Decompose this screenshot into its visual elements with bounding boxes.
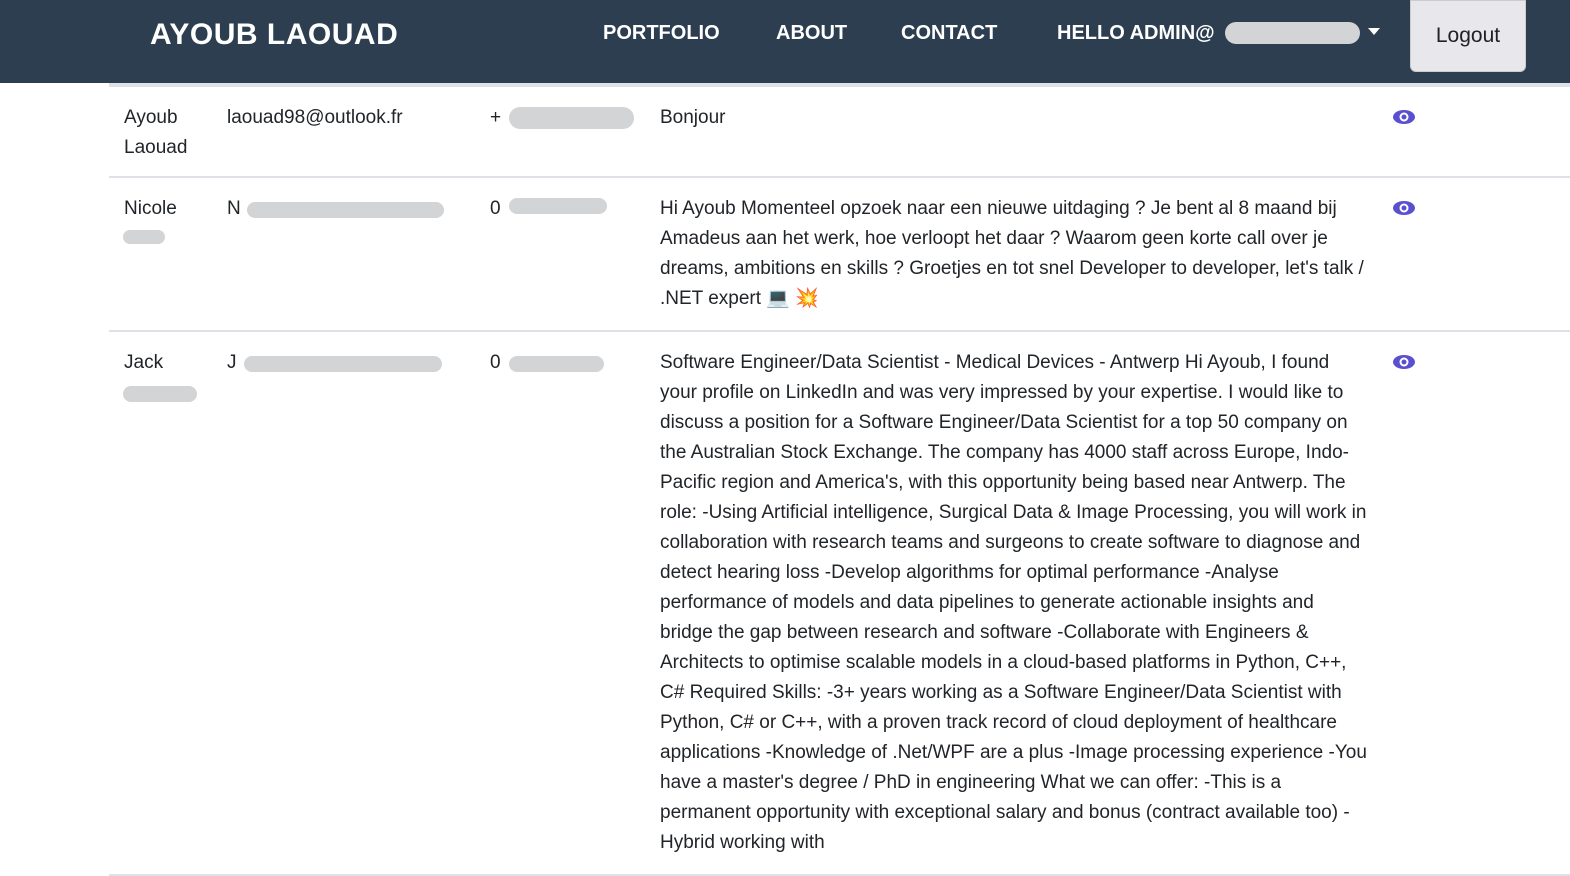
logout-button[interactable]: Logout bbox=[1410, 0, 1526, 72]
redaction bbox=[509, 198, 607, 214]
cell-email: J bbox=[227, 352, 237, 373]
cell-name: Nicole bbox=[124, 198, 177, 219]
table-row bbox=[109, 178, 1570, 332]
cell-phone: 0 bbox=[490, 352, 501, 373]
eye-icon[interactable] bbox=[1392, 354, 1416, 370]
cell-email: N bbox=[227, 198, 241, 219]
user-dropdown[interactable]: HELLO ADMIN@ bbox=[1057, 22, 1215, 44]
cell-name: Jack bbox=[124, 352, 164, 373]
cell-message: Bonjour bbox=[660, 107, 726, 128]
cell-name: Ayoub Laouad bbox=[124, 107, 188, 158]
navbar bbox=[0, 0, 1570, 83]
redaction bbox=[509, 356, 604, 372]
chevron-down-icon[interactable] bbox=[1368, 28, 1380, 35]
redaction bbox=[123, 386, 197, 402]
table-row bbox=[109, 332, 1570, 876]
cell-message: Software Engineer/Data Scientist - Medical Devices - Antwerp Hi Ayoub, I found your profile on LinkedIn and was very impressed by your expertise. I would like to discuss a position for a Software Engineer/Data Scientist for a top 50 company on the Australian Stock Exchange. The company has 4000 staff across Europe, Indo-Pacific region and America's, with this opportunity being based near Antwerp. The role: -Using Artificial intelligence, Surgical Data & Image Processing, you will work in collaboration with research teams and surgeons to create software to diagnose and detect hearing loss -Develop algorithms for optimal performance -Analyse performance of models and data pipelines to generate actionable insights and bridge the gap between research and software -Collaborate with Engineers & Architects to optimise scalable models in a cloud-based platforms in Python, C++, C# Required Skills: -3+ years working as a Software Engineer/Data Scientist with Python, C# or C++, with a proven track record of cloud deployment of healthcare applications -Knowledge of .Net/WPF are a plus -Image processing experience -You have a master's degree / PhD in engineering What we can offer: -This is a permanent opportunity with exceptional salary and bonus (contract available too) -Hybrid working with bbox=[660, 352, 1367, 853]
messages-table bbox=[109, 83, 1570, 876]
redaction bbox=[123, 230, 165, 244]
cell-phone: 0 bbox=[490, 198, 501, 219]
nav-contact[interactable]: CONTACT bbox=[901, 22, 998, 44]
redaction bbox=[247, 202, 444, 218]
brand-logo[interactable]: AYOUB LAOUAD bbox=[150, 18, 399, 51]
eye-icon[interactable] bbox=[1392, 109, 1416, 125]
eye-icon[interactable] bbox=[1392, 200, 1416, 216]
redaction bbox=[244, 356, 442, 372]
table-row bbox=[109, 87, 1570, 178]
nav-portfolio[interactable]: PORTFOLIO bbox=[603, 22, 720, 44]
nav-about[interactable]: ABOUT bbox=[776, 22, 848, 44]
cell-email: laouad98@outlook.fr bbox=[227, 107, 403, 128]
redaction bbox=[1225, 22, 1360, 44]
cell-message: Hi Ayoub Momenteel opzoek naar een nieuwe uitdaging ? Je bent al 8 maand bij Amadeus aan het werk, hoe verloopt het daar ? Waarom geen korte call over je dreams, ambitions en skills ? Groetjes en tot snel Developer to developer, let's talk / .NET expert 💻 💥 bbox=[660, 198, 1364, 309]
redaction bbox=[509, 107, 634, 129]
cell-phone: + bbox=[490, 107, 502, 128]
